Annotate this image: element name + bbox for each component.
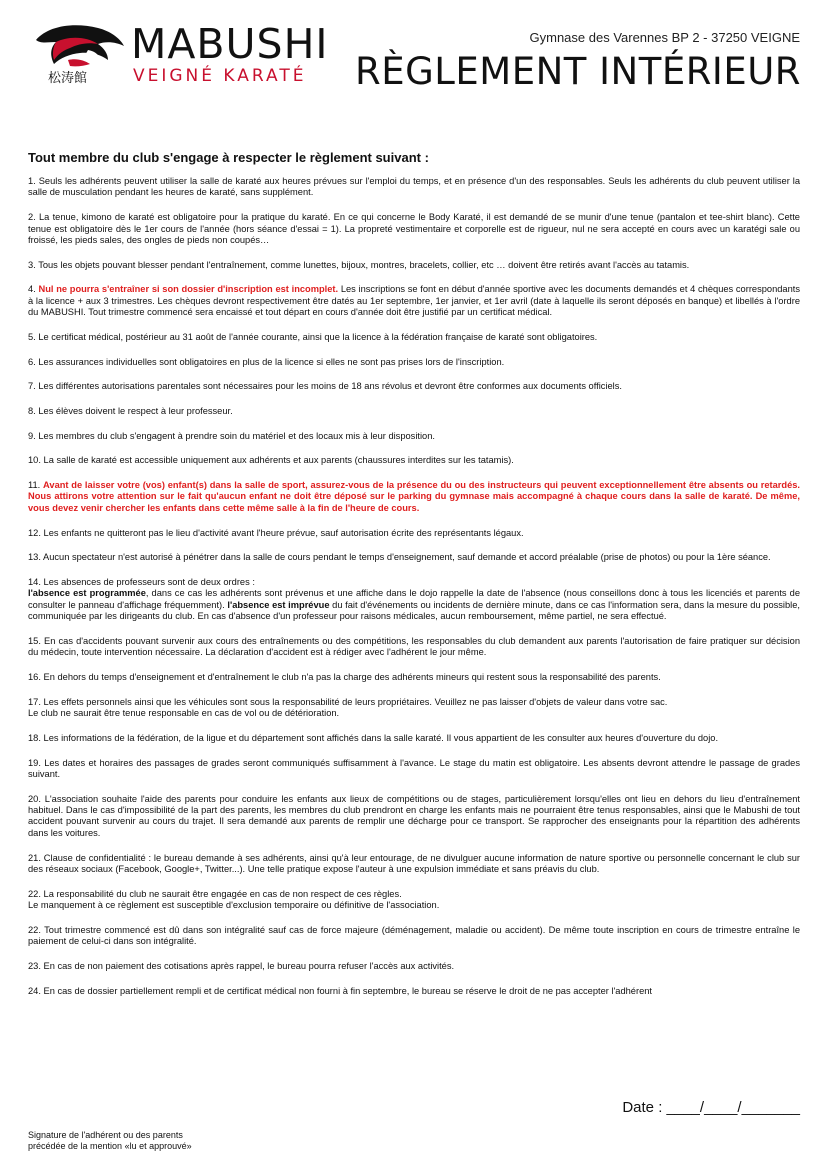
brand-subtitle: VEIGNÉ KARATÉ <box>133 66 307 86</box>
rule-text: En cas de dossier partiellement rempli et de certificat médical non fourni à fin septembre, le bureau se réserve le droit de ne pas accepter l'adhérent <box>43 985 652 996</box>
rule-text: Le certificat médical, postérieur au 31 août de l'année courante, ainsi que la licence à la fédération française de karaté sont obligatoires. <box>38 331 598 342</box>
rules-list <box>28 176 800 1010</box>
rule-number: 16. <box>28 672 41 683</box>
club-logo <box>28 20 328 94</box>
rule-number: 15. <box>28 635 41 646</box>
rule-text: Les dates et horaires des passages de grades seront communiqués suffisamment à l'avance. Le stage du matin est obligatoire. Les absents devront attendre le passage de grades suivant. <box>28 757 800 779</box>
rule-item <box>28 577 800 623</box>
rule-item <box>28 528 800 539</box>
rule-number: 7. <box>28 381 36 392</box>
brand-name: MABUSHI <box>131 20 329 68</box>
rule-item <box>28 357 800 368</box>
rule-item <box>28 480 800 514</box>
rule-text: L'association souhaite l'aide des parents pour conduire les enfants aux lieux de compétitions ou de stages, particulièrement lorsqu'elles ont lieu en dehors du lieu d'entraînement habituel. Dans le cas d'impossibilité de la part des parents, les membres du club prendront en charge les enfants mais ne pourraient être tenus responsables, ainsi que le Mabushi de tout accident pouvant survenir au cours du trajet. Il sera demandé aux parents de remplir une décharge pour ce transport. Se rapprocher des enseignants pour la répartition des adhérents dans les voitures. <box>28 793 800 838</box>
signature-line: Signature de l'adhérent ou des parents <box>28 1130 183 1140</box>
rule-item <box>28 889 800 912</box>
rule-number: 10. <box>28 455 41 466</box>
rule-number: 5. <box>28 331 36 342</box>
rule-number: 23. <box>28 960 41 971</box>
rule-text: Tout trimestre commencé est dû dans son intégralité sauf cas de force majeure (déménagement, maladie ou accident). De même toute inscription en cours de trimestre entraîne le paiement de celui-ci dans son intégralité. <box>28 924 800 947</box>
rule-text: Les différentes autorisations parentales sont nécessaires pour les moins de 18 ans révolus et devront être conformes aux documents officiels. <box>38 381 622 392</box>
rule-text: En cas de non paiement des cotisations après rappel, le bureau pourra refuser l'accès aux activités. <box>43 960 455 971</box>
rule-item <box>28 212 800 246</box>
rule-text: La salle de karaté est accessible uniquement aux adhérents et aux parents (chaussures interdites sur les tatamis). <box>43 455 514 466</box>
date-field[interactable]: Date : ____/____/_______ <box>622 1099 800 1116</box>
rule-item <box>28 733 800 744</box>
rule-text: Le manquement à ce règlement est susceptible d'exclusion temporaire ou définitive de l'association. <box>28 900 440 911</box>
rule-number: 13. <box>28 552 41 563</box>
club-address: Gymnase des Varennes BP 2 - 37250 VEIGNE <box>529 30 800 45</box>
rule-number: 6. <box>28 356 36 367</box>
rule-text: Les enfants ne quitteront pas le lieu d'activité avant l'heure prévue, sauf autorisation écrite des représentants légaux. <box>43 527 524 538</box>
rule-item <box>28 636 800 659</box>
rule-item <box>28 176 800 199</box>
rule-item <box>28 332 800 343</box>
kanji-text: 松涛館 <box>48 71 88 86</box>
rule-highlight: Avant de laisser votre (vos) enfant(s) dans la salle de sport, assurez-vous de la présence du ou des instructeurs qui peuvent exceptionnellement être absents ou retardés. Nous attirons votre attention sur le fait qu'aucun enfant ne doit être déposé sur le parking du gymnase mais accompagné à chaque cours dans la salle de karaté. De même, vous devez venir chercher les enfants dans cette même salle à la fin de l'heure de cours. <box>28 480 800 513</box>
rule-text: Les inscriptions se font en début d'année sportive avec les documents demandés et 4 chèques correspondants à la licence + aux 3 trimestres. Les chèques devront respectivement être datés au 1er septembre, 1er janvier, et 1er avril (date à laquelle ils seront déposés en banque) et libellés à l'ordre du MABUSHI. Tout trimestre commencé sera encaissé et tout départ en cours d'année doit être justifié par un certificat médical. <box>28 284 800 318</box>
intro-text: Tout membre du club s'engage à respecter le règlement suivant : <box>28 150 429 165</box>
rule-item <box>28 406 800 417</box>
rule-text: Les absences de professeurs sont de deux ordres : <box>43 576 255 587</box>
rule-text: Les membres du club s'engagent à prendre soin du matériel et des locaux mis à leur disposition. <box>38 430 435 441</box>
rule-number: 19. <box>28 757 41 768</box>
rule-text: Les informations de la fédération, de la ligue et du département sont affichés dans la salle karaté. Il vous appartient de les consulter aux heures d'ouverture du dojo. <box>43 732 719 743</box>
rule-number: 18. <box>28 732 41 743</box>
signature-line: précédée de la mention «lu et approuvé» <box>28 1141 192 1151</box>
rule-number: 14. <box>28 576 41 587</box>
rule-text: Aucun spectateur n'est autorisé à pénétrer dans la salle de cours pendant le temps d'enseignement, sauf demande et accord préalable (prise de photos) ou pour la 1ère séance. <box>43 552 771 563</box>
rule-text: Tous les objets pouvant blesser pendant l'entraînement, comme lunettes, bijoux, montres, bracelets, collier, etc … doivent être retirés avant l'accès au tatamis. <box>38 259 690 270</box>
rule-number: 20. <box>28 793 41 804</box>
rule-text: La tenue, kimono de karaté est obligatoire pour la pratique du karaté. En ce qui concerne le Body Karaté, il est demandé de se munir d'une tenue (pantalon et tee-shirt blanc). Cette tenue est obligatoire dès le 1er cours de l'année (hors séance d'essai = 1). La propreté vestimentaire et corporelle est de rigueur, nul ne sera accepté en cours avec un karatégi sale ou froissé, les pieds sales, des ongles de pieds non coupés… <box>28 212 800 245</box>
rule-item <box>28 925 800 948</box>
rule-item <box>28 431 800 442</box>
rule-number: 1. <box>28 176 36 186</box>
tiger-logo-icon <box>28 20 128 94</box>
rule-bold: l'absence est imprévue <box>227 599 330 610</box>
rule-text: Les assurances individuelles sont obligatoires en plus de la licence si elles ne sont pas prises lors de l'inscription. <box>38 356 505 367</box>
rule-item <box>28 552 800 563</box>
rule-number: 3. <box>28 259 36 270</box>
rule-number: 12. <box>28 527 41 538</box>
page-title: RÈGLEMENT INTÉRIEUR <box>355 50 801 93</box>
rule-bold: l'absence est programmée <box>28 588 146 599</box>
rule-number: 9. <box>28 430 36 441</box>
rule-number: 17. <box>28 696 41 707</box>
rule-item <box>28 853 800 876</box>
rule-text: Seuls les adhérents peuvent utiliser la salle de karaté aux heures prévues sur l'emploi du temps, et en présence d'un des responsables. Seuls les adhérents du club peuvent utiliser la salle de musculation pendant les heures de karaté, sans supplément. <box>28 176 800 198</box>
rule-item <box>28 794 800 840</box>
rule-text: La responsabilité du club ne saurait être engagée en cas de non respect de ces règles. <box>43 888 402 899</box>
rule-item <box>28 961 800 972</box>
rule-number: 22. <box>28 888 41 899</box>
rule-item <box>28 284 800 318</box>
rule-item <box>28 986 800 997</box>
rule-number: 11. <box>28 480 41 491</box>
rule-text: Les effets personnels ainsi que les véhicules sont sous la responsabilité de leurs propriétaires. Veuillez ne pas laisser d'objets de valeur dans votre sac. <box>43 696 668 707</box>
rule-text: Le club ne saurait être tenue responsable en cas de vol ou de détérioration. <box>28 708 340 719</box>
rule-highlight: Nul ne pourra s'entraîner si son dossier d'inscription est incomplet. <box>38 284 339 295</box>
rule-text: En cas d'accidents pouvant survenir aux cours des entraînements ou des compétitions, les responsables du club demandent aux parents l'autorisation de faire pratiquer sur décision du médecin, toute intervention nécessaire. La déclaration d'accident est à rédiger avec l'adhérent le jour même. <box>28 635 800 658</box>
rule-item <box>28 672 800 683</box>
rule-text: Clause de confidentialité : le bureau demande à ses adhérents, ainsi qu'à leur entourage, de ne divulguer aucune information de nature sportive ou personnelle concernant le club sur des réseaux sociaux (Facebook, Google+, Twitter...). Une telle pratique expose l'auteur à une expulsion immédiate et sans préavis du club. <box>28 852 800 874</box>
rule-item <box>28 758 800 781</box>
rule-text: Les élèves doivent le respect à leur professeur. <box>38 405 233 416</box>
rule-number: 8. <box>28 405 36 416</box>
rule-number: 22. <box>28 924 41 935</box>
signature-note <box>28 1130 192 1152</box>
rule-item <box>28 260 800 271</box>
rule-number: 2. <box>28 212 36 223</box>
rule-text: du fait d'événements ou incidents de dernière minute, dans ce cas l'information sera, dans la mesure du possible, communiquée par les dirigeants du club. En cas d'absence d'un professeur pour raisons médicales, aucun remboursement, même partiel, ne sera effectué. <box>28 599 800 622</box>
rule-item <box>28 381 800 392</box>
rule-number: 21. <box>28 852 41 863</box>
rule-number: 24. <box>28 985 41 996</box>
rule-text: , dans ce cas les adhérents sont prévenus et une affiche dans le dojo rappelle la date de l'absence (nous conseillons donc à tous les licenciés et parents de consulter le panneau d'affichage fréquemment). <box>28 588 800 610</box>
rule-text: En dehors du temps d'enseignement et d'entraînement le club n'a pas la charge des adhérents mineurs qui restent sous la responsabilité des parents. <box>43 672 661 683</box>
rule-item <box>28 697 800 720</box>
rule-number: 4. <box>28 284 36 295</box>
rule-item <box>28 455 800 466</box>
